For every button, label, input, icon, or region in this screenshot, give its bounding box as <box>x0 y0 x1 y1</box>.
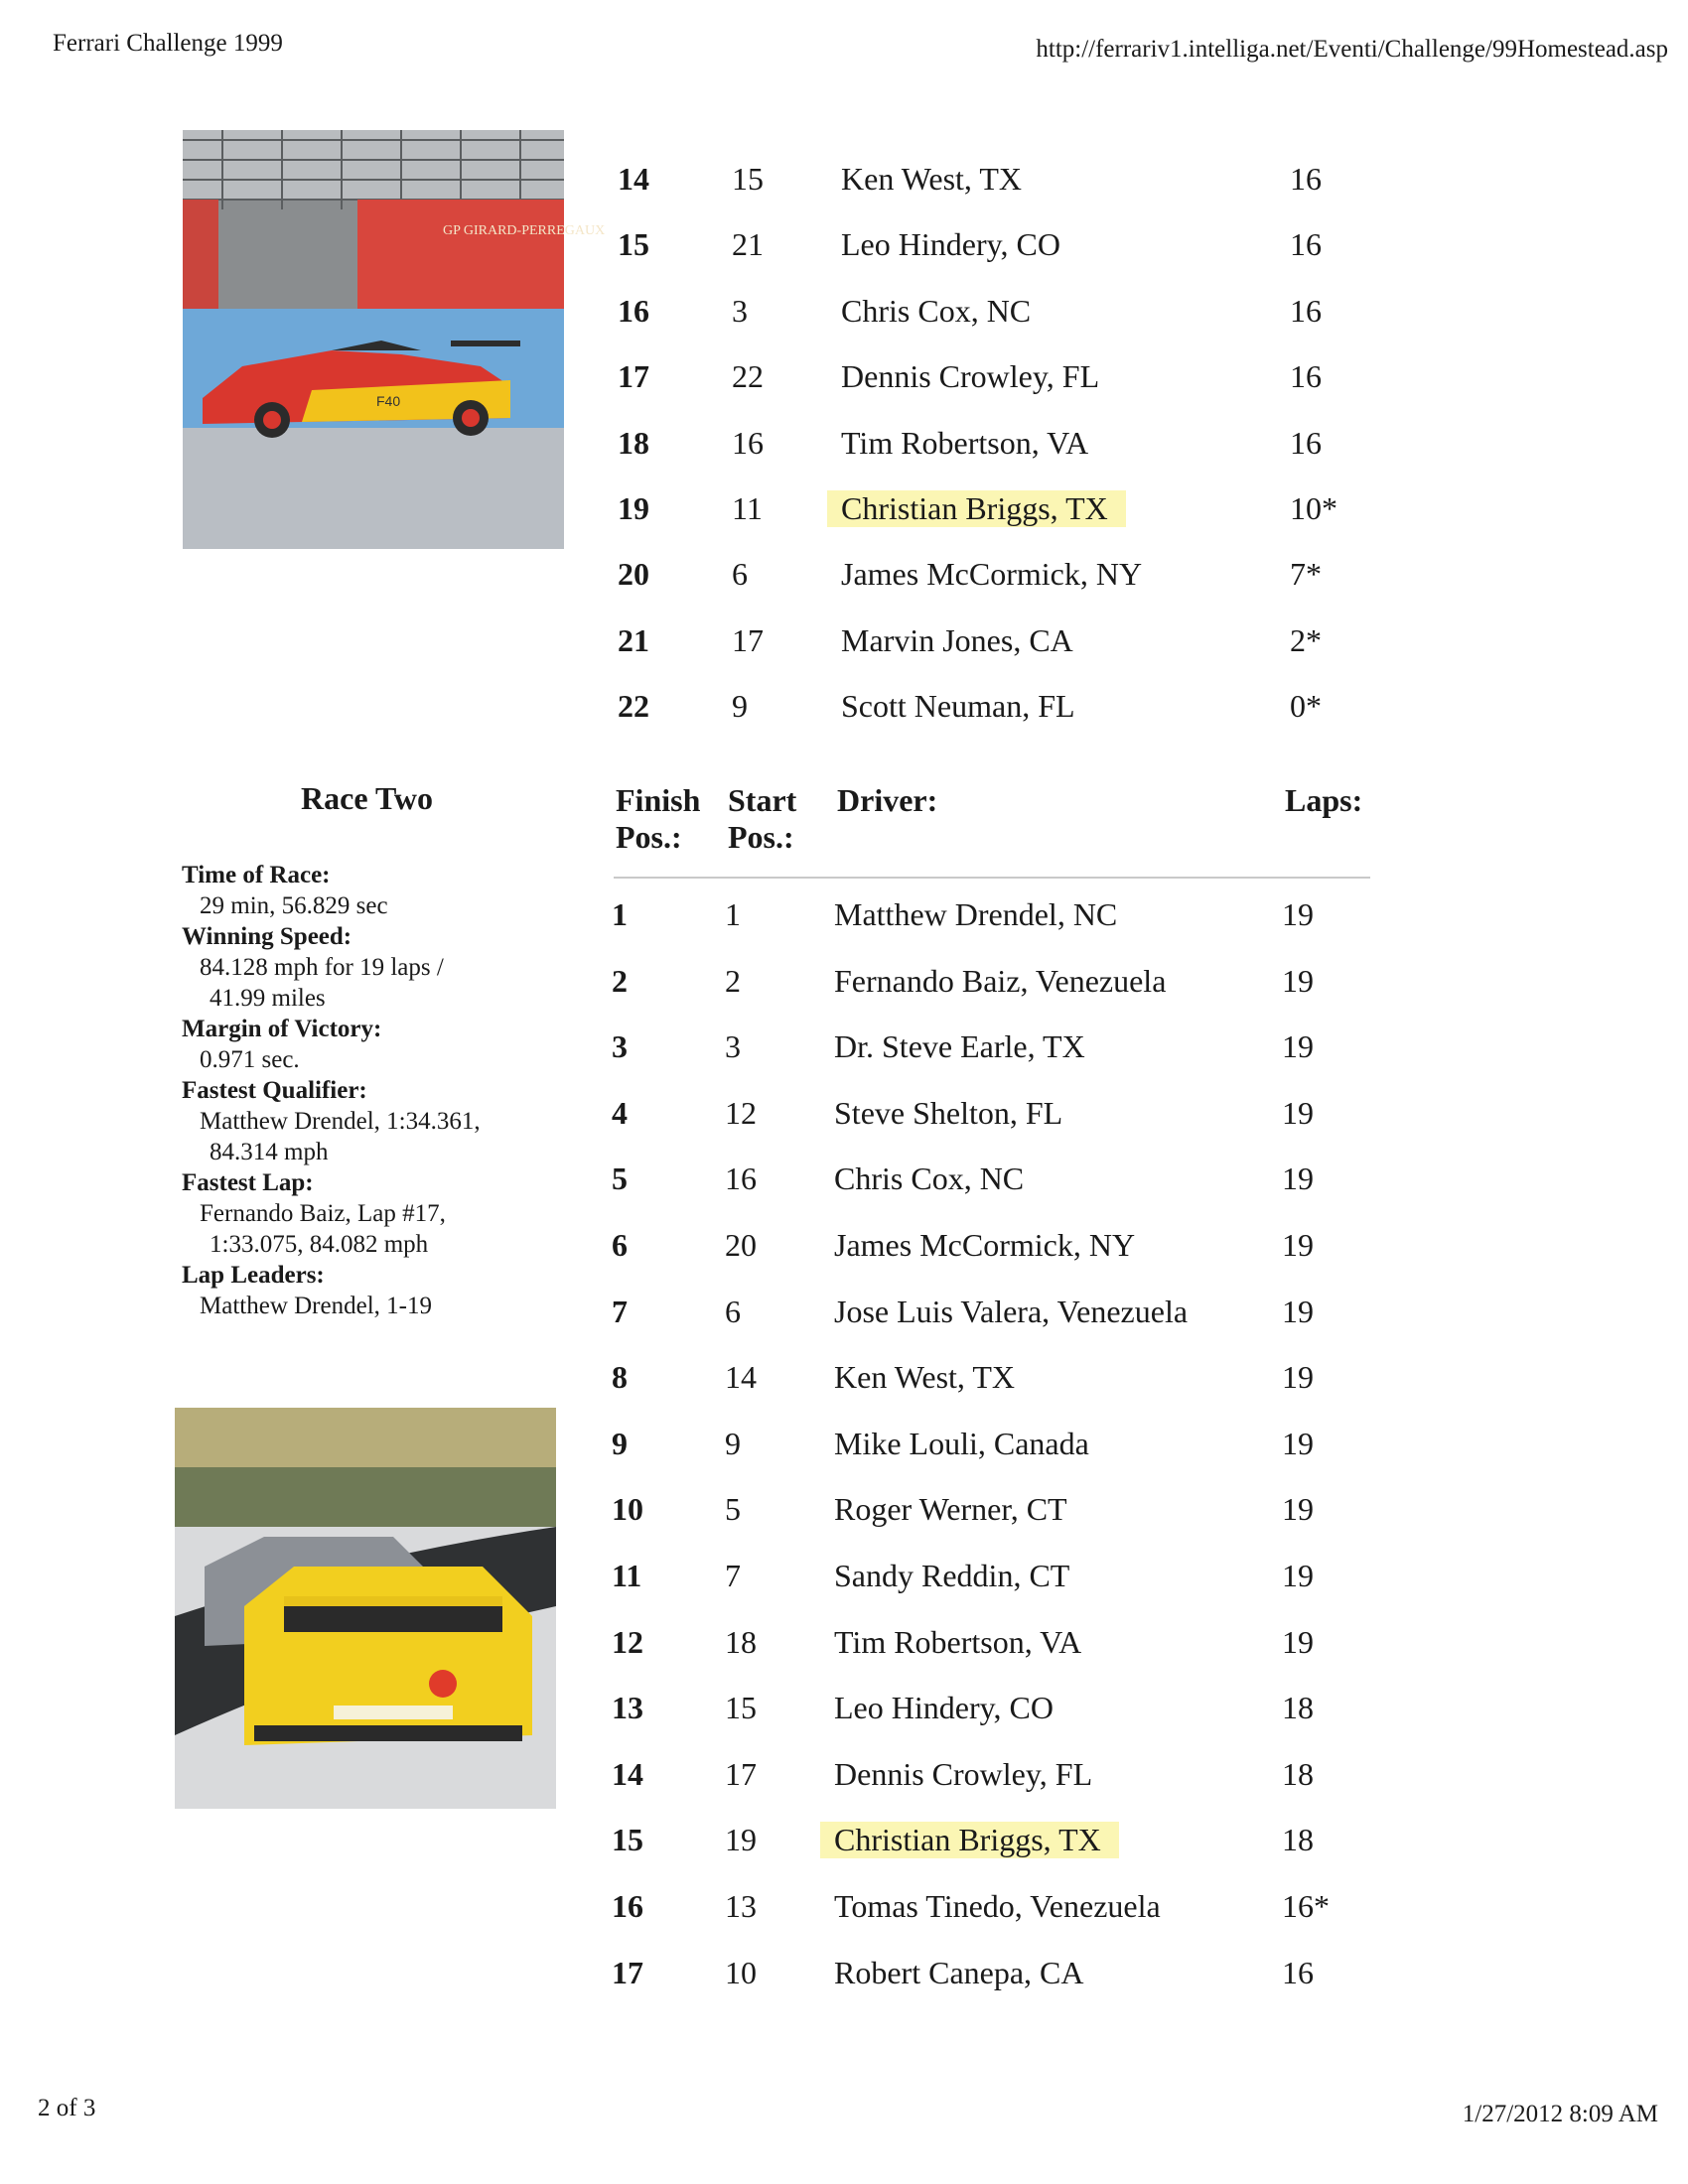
start-pos-cell: 22 <box>732 358 764 395</box>
laps-cell: 16* <box>1282 1888 1330 1924</box>
finish-pos-cell: 15 <box>612 1822 643 1858</box>
laps-cell: 19 <box>1282 1558 1314 1593</box>
driver-cell: Matthew Drendel, NC <box>834 896 1118 932</box>
driver-cell: Leo Hindery, CO <box>834 1690 1054 1726</box>
stat-label: Fastest Lap: <box>182 1169 314 1196</box>
laps-cell: 7* <box>1290 556 1322 593</box>
table-row <box>0 1095 1688 1139</box>
stat-value: 1:33.075, 84.082 mph <box>210 1231 429 1258</box>
finish-pos-cell: 7 <box>612 1293 628 1329</box>
laps-cell: 16 <box>1290 358 1322 395</box>
table-row <box>0 490 1688 534</box>
race-two-title: Race Two <box>301 780 434 816</box>
page-header-url: http://ferrariv1.intelliga.net/Eventi/Challenge/99Homestead.asp <box>1036 36 1668 63</box>
stat-label: Margin of Victory: <box>182 1016 382 1042</box>
laps-cell: 19 <box>1282 1160 1314 1197</box>
table-row <box>0 963 1688 1007</box>
stat-label: Winning Speed: <box>182 923 352 950</box>
driver-cell: Scott Neuman, FL <box>841 688 1075 725</box>
start-pos-cell: 2 <box>725 962 741 999</box>
stat-value: Fernando Baiz, Lap #17, <box>200 1200 446 1227</box>
start-pos-cell: 1 <box>725 896 741 932</box>
laps-header: Laps: <box>1285 782 1363 818</box>
table-row <box>0 293 1688 337</box>
driver-cell: Tomas Tinedo, Venezuela <box>834 1888 1161 1924</box>
stat-label: Fastest Qualifier: <box>182 1077 367 1104</box>
stat-label: Time of Race: <box>182 862 331 888</box>
start-pos-cell: 9 <box>732 688 748 725</box>
driver-cell: Tim Robertson, VA <box>841 424 1089 461</box>
finish-pos-cell: 17 <box>618 358 649 395</box>
driver-cell: Roger Werner, CT <box>834 1491 1067 1528</box>
yellow-ferrari-photo-icon <box>175 1408 556 1809</box>
laps-cell: 19 <box>1282 1293 1314 1329</box>
driver-cell: Leo Hindery, CO <box>841 226 1060 263</box>
laps-cell: 2* <box>1290 621 1322 658</box>
driver-cell: James McCormick, NY <box>841 556 1143 593</box>
finish-pos-cell: 15 <box>618 226 649 263</box>
driver-cell: Dr. Steve Earle, TX <box>834 1028 1085 1065</box>
laps-cell: 0* <box>1290 688 1322 725</box>
start-pos-cell: 20 <box>725 1227 757 1263</box>
stat-value: 0.971 sec. <box>200 1046 300 1073</box>
table-row <box>0 161 1688 205</box>
finish-pos-cell: 12 <box>612 1623 643 1660</box>
laps-cell: 19 <box>1282 896 1314 932</box>
table-row <box>0 1028 1688 1072</box>
driver-cell: James McCormick, NY <box>834 1227 1136 1263</box>
finish-pos-cell: 14 <box>612 1755 643 1792</box>
driver-cell: Christian Briggs, TX <box>820 1822 1119 1858</box>
table-row <box>0 1227 1688 1271</box>
svg-text:GP GIRARD-PERREGAUX: GP GIRARD-PERREGAUX <box>443 223 606 238</box>
driver-cell: Tim Robertson, VA <box>834 1623 1082 1660</box>
laps-cell: 16 <box>1290 424 1322 461</box>
table-row <box>0 358 1688 402</box>
driver-cell: Christian Briggs, TX <box>827 490 1126 527</box>
finish-pos-cell: 2 <box>612 962 628 999</box>
finish-pos-cell: 20 <box>618 556 649 593</box>
laps-cell: 19 <box>1282 1425 1314 1461</box>
driver-cell: Marvin Jones, CA <box>841 621 1073 658</box>
start-pos-cell: 11 <box>732 490 763 526</box>
table-row <box>0 226 1688 270</box>
table-row <box>0 556 1688 600</box>
driver-cell: Ken West, TX <box>834 1359 1015 1396</box>
table-row <box>0 622 1688 666</box>
finish-pos-cell: 6 <box>612 1227 628 1263</box>
page-number: 2 of 3 <box>38 2095 96 2121</box>
laps-cell: 16 <box>1282 1954 1314 1990</box>
table-row <box>0 1359 1688 1403</box>
start-pos-header: Start Pos.: <box>728 782 797 855</box>
laps-cell: 19 <box>1282 1491 1314 1528</box>
finish-pos-cell: 4 <box>612 1094 628 1131</box>
table-row <box>0 1888 1688 1932</box>
finish-pos-cell: 13 <box>612 1690 643 1726</box>
laps-cell: 16 <box>1290 292 1322 329</box>
table-row <box>0 1822 1688 1865</box>
laps-cell: 19 <box>1282 962 1314 999</box>
laps-cell: 19 <box>1282 1028 1314 1065</box>
header-divider <box>614 877 1370 879</box>
table-row <box>0 896 1688 940</box>
start-pos-cell: 7 <box>725 1558 741 1593</box>
start-pos-cell: 3 <box>725 1028 741 1065</box>
table-row <box>0 1955 1688 1998</box>
start-pos-cell: 3 <box>732 292 748 329</box>
finish-pos-cell: 16 <box>612 1888 643 1924</box>
start-pos-cell: 17 <box>732 621 764 658</box>
finish-pos-cell: 14 <box>618 161 649 197</box>
start-pos-cell: 15 <box>725 1690 757 1726</box>
laps-cell: 16 <box>1290 161 1322 197</box>
finish-pos-cell: 17 <box>612 1954 643 1990</box>
finish-pos-cell: 8 <box>612 1359 628 1396</box>
stat-value: Matthew Drendel, 1-19 <box>200 1293 432 1319</box>
print-timestamp: 1/27/2012 8:09 AM <box>1462 2101 1658 2127</box>
finish-pos-cell: 10 <box>612 1491 643 1528</box>
start-pos-cell: 18 <box>725 1623 757 1660</box>
stat-value: 84.128 mph for 19 laps / <box>200 954 444 981</box>
stat-value: Matthew Drendel, 1:34.361, <box>200 1108 481 1135</box>
start-pos-cell: 16 <box>725 1160 757 1197</box>
start-pos-cell: 14 <box>725 1359 757 1396</box>
driver-cell: Sandy Reddin, CT <box>834 1558 1070 1593</box>
table-row <box>0 1294 1688 1337</box>
finish-pos-cell: 21 <box>618 621 649 658</box>
finish-pos-cell: 22 <box>618 688 649 725</box>
laps-cell: 19 <box>1282 1359 1314 1396</box>
finish-pos-cell: 5 <box>612 1160 628 1197</box>
laps-cell: 18 <box>1282 1690 1314 1726</box>
laps-cell: 19 <box>1282 1094 1314 1131</box>
table-row <box>0 1160 1688 1204</box>
driver-cell: Ken West, TX <box>841 161 1022 197</box>
laps-cell: 10* <box>1290 490 1337 526</box>
finish-pos-cell: 1 <box>612 896 628 932</box>
start-pos-cell: 6 <box>732 556 748 593</box>
driver-cell: Chris Cox, NC <box>841 292 1032 329</box>
finish-pos-cell: 19 <box>618 490 649 526</box>
finish-pos-cell: 18 <box>618 424 649 461</box>
driver-cell: Chris Cox, NC <box>834 1160 1025 1197</box>
driver-header: Driver: <box>837 782 938 818</box>
page-header-title: Ferrari Challenge 1999 <box>53 30 283 57</box>
start-pos-cell: 5 <box>725 1491 741 1528</box>
stat-value: 84.314 mph <box>210 1139 329 1165</box>
laps-cell: 16 <box>1290 226 1322 263</box>
finish-pos-cell: 9 <box>612 1425 628 1461</box>
start-pos-cell: 6 <box>725 1293 741 1329</box>
driver-cell: Dennis Crowley, FL <box>834 1755 1093 1792</box>
start-pos-cell: 9 <box>725 1425 741 1461</box>
start-pos-cell: 12 <box>725 1094 757 1131</box>
laps-cell: 18 <box>1282 1755 1314 1792</box>
race-two-car-photo <box>175 1408 556 1809</box>
finish-pos-header: Finish Pos.: <box>616 782 701 855</box>
svg-text:F40: F40 <box>376 393 401 409</box>
table-row <box>0 425 1688 469</box>
finish-pos-cell: 11 <box>612 1558 642 1593</box>
start-pos-cell: 13 <box>725 1888 757 1924</box>
start-pos-cell: 15 <box>732 161 764 197</box>
stat-value: 29 min, 56.829 sec <box>200 892 388 919</box>
driver-cell: Dennis Crowley, FL <box>841 358 1100 395</box>
laps-cell: 19 <box>1282 1227 1314 1263</box>
laps-cell: 19 <box>1282 1623 1314 1660</box>
start-pos-cell: 10 <box>725 1954 757 1990</box>
finish-pos-cell: 16 <box>618 292 649 329</box>
driver-cell: Steve Shelton, FL <box>834 1094 1063 1131</box>
driver-cell: Robert Canepa, CA <box>834 1954 1084 1990</box>
driver-cell: Fernando Baiz, Venezuela <box>834 962 1167 999</box>
driver-cell: Mike Louli, Canada <box>834 1425 1089 1461</box>
stat-value: 41.99 miles <box>210 985 326 1012</box>
start-pos-cell: 16 <box>732 424 764 461</box>
laps-cell: 18 <box>1282 1822 1314 1858</box>
finish-pos-cell: 3 <box>612 1028 628 1065</box>
start-pos-cell: 19 <box>725 1822 757 1858</box>
driver-cell: Jose Luis Valera, Venezuela <box>834 1293 1189 1329</box>
start-pos-cell: 21 <box>732 226 764 263</box>
start-pos-cell: 17 <box>725 1755 757 1792</box>
table-row <box>0 688 1688 732</box>
stat-label: Lap Leaders: <box>182 1262 325 1289</box>
